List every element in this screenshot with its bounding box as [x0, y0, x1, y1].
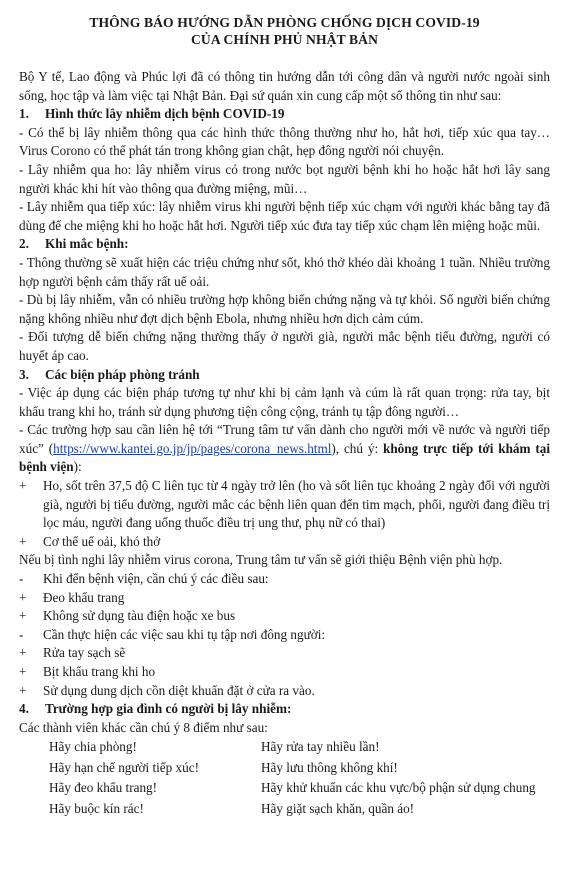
family-tip: Hãy hạn chế người tiếp xúc! — [49, 759, 199, 775]
section-3-paragraph-3: Nếu bị tình nghi lây nhiễm virus corona, Trung tâm tư vấn sẽ giới thiệu Bệnh viện phù hợp. — [19, 552, 503, 568]
hospital-item-mask: + Đeo khẩu trang — [19, 589, 125, 605]
section-2-heading: 2. Khi mắc bệnh: — [19, 236, 129, 252]
consultation-center-link[interactable]: https://www.kantei.go.jp/jp/pages/corona_news.html — [53, 440, 332, 456]
family-tip: Hãy chia phòng! — [49, 739, 137, 755]
section-1-paragraph-2: - Lây nhiễm qua ho: lây nhiễm virus có trong nước bọt người bệnh khi ho hoặc hắt hơi lây sang người khác khi hít vào thông qua đường miệng, mũi… — [19, 161, 550, 196]
family-tips-list — [49, 737, 550, 819]
family-tip: Hãy rửa tay nhiều lần! — [261, 739, 380, 755]
family-tip: Hãy đeo khẩu trang! — [49, 780, 158, 796]
family-tip: Hãy giặt sạch khăn, quần áo! — [261, 800, 415, 816]
section-1-heading: 1. Hình thức lây nhiễm dịch bệnh COVID-19 — [19, 106, 285, 122]
section-2-paragraph-2: - Dù bị lây nhiễm, vẫn có nhiều trường hợp không biến chứng nặng và tự khỏi. Số người biến chứng nặng không nhiều như đợt dịch bệnh Ebola, nhưng nhiều hơn dịch cảm cúm. — [19, 292, 550, 326]
family-tip: Hãy buộc kín rác! — [49, 800, 144, 816]
section-3-heading: 3. Các biện pháp phòng tránh — [19, 366, 200, 382]
hospital-item-transport: + Không sử dụng tàu điện hoặc xe bus — [19, 608, 236, 624]
section-1-paragraph-3: - Lây nhiễm qua tiếp xúc: lây nhiễm virus khi người bệnh tiếp xúc chạm với người khác bằng tay đã dùng để che miệng khi ho hoặc hắt hơi. Người tiếp xúc đưa tay tiếp xúc chạm lên miệng hoặc mũi. — [19, 199, 550, 233]
hospital-visit-note: - Khi đến bệnh viện, cần chú ý các điều sau: — [19, 571, 269, 587]
section-2-paragraph-1: - Thông thường sẽ xuất hiện các triệu chứng như sốt, khó thở khéo dài khoảng 1 tuần. Nhiều trường hợp người bệnh cảm thấy rất uể oải. — [19, 254, 550, 289]
section-3-paragraph-2: - Các trường hợp sau cần liên hệ tới “Trung tâm tư vấn dành cho người mới về nước và người tiếp xúc” (https://www.kantei.go.jp/jp/pages/corona_news.html), chú ý: không trực tiếp tới khám tại bệnh viện): — [19, 422, 550, 475]
section-4-paragraph-1: Các thành viên khác cần chú ý 8 điểm như sau: — [19, 719, 268, 735]
section-2-paragraph-3: - Đối tượng dễ biến chứng nặng thường thấy ở người già, người mắc bệnh tiểu đường, người có huyết áp cao. — [19, 329, 550, 363]
crowd-item-sanitizer: + Sử dụng dung dịch cồn diệt khuẩn đặt ở cửa ra vào. — [19, 682, 315, 698]
condition-fever: + Ho, sốt trên 37,5 độ C liên tục từ 4 ngày trở lên (ho và sốt liên tục khoảng 2 ngày đối với người già, người bị tiểu đường, người mắc các bệnh liên quan đến tim mạch, phổi, người đang điều trị lọc máu, người đang uống thuốc điều trị ung thư, phụ nữ có thai) — [19, 478, 550, 531]
crowd-item-wash: + Rửa tay sạch sẽ — [19, 645, 126, 661]
section-4-heading: 4. Trường hợp gia đình có người bị lây nhiễm: — [19, 701, 292, 717]
title-line-2: CỦA CHÍNH PHỦ NHẬT BẢN — [191, 32, 378, 47]
intro-paragraph: Bộ Y tế, Lao động và Phúc lợi đã có thông tin hướng dẫn tới công dân và người nước ngoài sinh sống, học tập và làm việc tại Nhật Bản. Đại sứ quán xin cung cấp một số thông tin như sau: — [19, 69, 550, 103]
section-3-paragraph-1: - Việc áp dụng các biện pháp tương tự như khi bị cảm lạnh và cúm là rất quan trọng: rửa tay, bịt khẩu trang khi ho, tránh sử dụng phương tiện công cộng, tránh tụ tập đông người… — [19, 385, 550, 419]
title-line-1: THÔNG BÁO HƯỚNG DẪN PHÒNG CHỐNG DỊCH COVID-19 — [89, 15, 480, 30]
condition-fatigue: + Cơ thể uể oải, khó thở — [19, 533, 161, 549]
document-title — [19, 14, 550, 48]
family-tip: Hãy lưu thông không khí! — [261, 759, 398, 775]
family-tip: Hãy khử khuẩn các khu vực/bộ phận sử dụng chung — [261, 780, 536, 796]
section-1-paragraph-1: - Có thể bị lây nhiễm thông qua các hình thức thông thường như ho, hắt hơi, tiếp xúc qua tay… Virus Corono có thể phát tán trong không gian chật, hẹp đông người nói chuyện. — [19, 124, 550, 159]
crowd-note: - Cần thực hiện các việc sau khi tụ tập nơi đông người: — [19, 626, 326, 642]
crowd-item-mask: + Bịt khẩu trang khi ho — [19, 664, 156, 679]
